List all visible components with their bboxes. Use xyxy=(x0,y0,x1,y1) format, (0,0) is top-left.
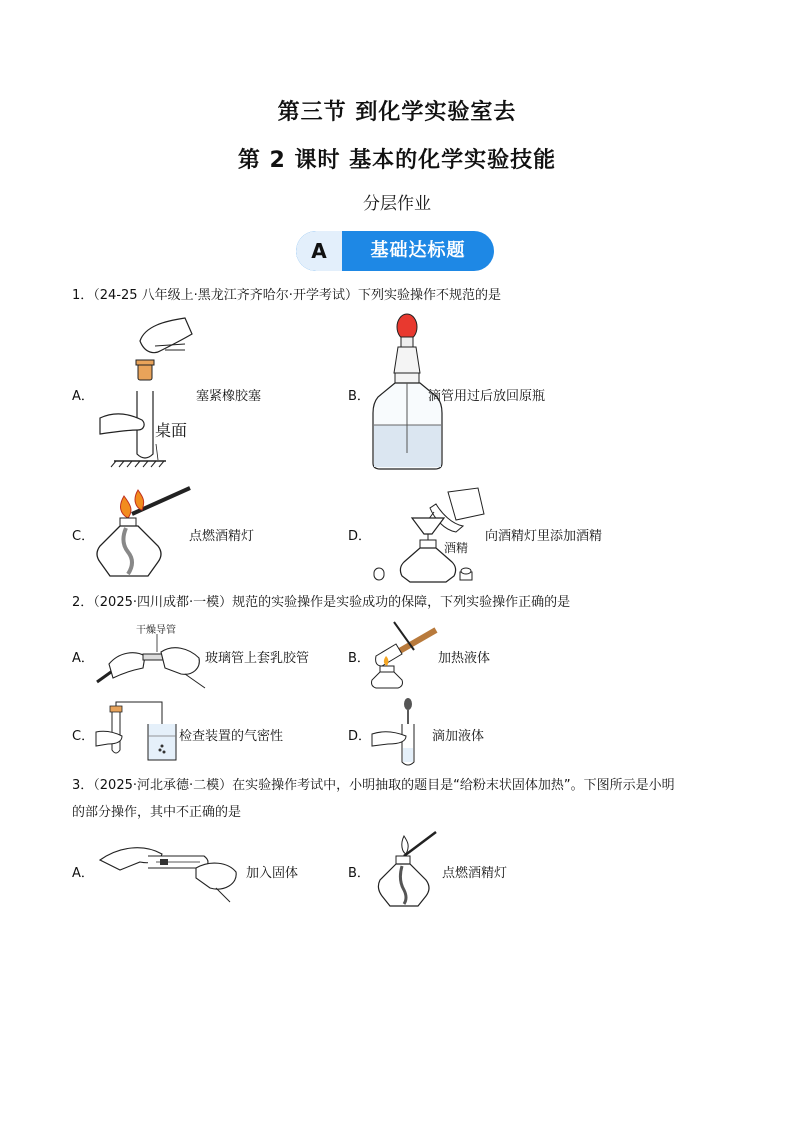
badge-label: 基础达标题 xyxy=(370,240,466,261)
q2-option-a-letter: A． xyxy=(72,651,94,666)
q2-option-b-letter: B． xyxy=(348,651,370,666)
q2-option-d-letter: D． xyxy=(348,729,372,744)
q3-option-a-caption: 加入固体 xyxy=(246,866,299,881)
test-tube-stopper-icon xyxy=(100,316,200,466)
q1-option-c-caption: 点燃酒精灯 xyxy=(189,529,255,544)
adding-alcohol-icon xyxy=(368,486,488,586)
lighting-lamp-match-icon xyxy=(374,828,442,910)
question-1-stem: 1．（24-25 八年级上·黑龙江齐齐哈尔·开学考试）下列实验操作不规范的是 xyxy=(72,288,501,303)
airtightness-check-icon xyxy=(96,702,180,764)
q2-option-d-caption: 滴加液体 xyxy=(432,729,485,744)
adding-powder-icon xyxy=(100,840,242,902)
dropping-liquid-icon xyxy=(372,698,432,768)
q3-option-a-letter: A． xyxy=(72,866,94,881)
section-title: 第三节 到化学实验室去 xyxy=(277,100,517,125)
q1-option-a-letter: A． xyxy=(72,389,94,404)
q1d-figure-label: 酒精 xyxy=(444,541,469,555)
heating-liquid-icon xyxy=(366,620,444,690)
question-2-stem: 2．（2025·四川成都·一模）规范的实验操作是实验成功的保障，下列实验操作正确的是 xyxy=(72,595,571,610)
tube-connection-icon xyxy=(95,634,207,688)
q1-option-d-letter: D． xyxy=(348,529,372,544)
alcohol-lamp-lighting-icon xyxy=(90,482,195,582)
q1-option-d-caption: 向酒精灯里添加酒精 xyxy=(485,529,603,544)
q2a-figure-label: 干燥导管 xyxy=(136,625,176,636)
q2-option-c-letter: C． xyxy=(72,729,95,744)
q1-option-a-caption: 塞紧橡胶塞 xyxy=(196,389,262,404)
badge-letter: A xyxy=(296,231,342,271)
question-3-stem-line1: 3．（2025·河北承德·二模）在实验操作考试中，小明抽取的题目是“给粉末状固体加热”。下图所示是小明 xyxy=(72,778,675,793)
q1-option-b-letter: B． xyxy=(348,389,370,404)
page-subtitle: 分层作业 xyxy=(363,194,431,214)
q1a-figure-label: 桌面 xyxy=(155,421,188,440)
q2-option-b-caption: 加热液体 xyxy=(438,651,491,666)
q3-option-b-letter: B． xyxy=(348,866,370,881)
q1-option-b-caption: 滴管用过后放回原瓶 xyxy=(428,389,546,404)
q3-option-b-caption: 点燃酒精灯 xyxy=(442,866,508,881)
q1-option-c-letter: C． xyxy=(72,529,95,544)
q2-option-a-caption: 玻璃管上套乳胶管 xyxy=(205,651,310,666)
question-3-stem-line2: 的部分操作，其中不正确的是 xyxy=(72,805,242,820)
q2-option-c-caption: 检查装置的气密性 xyxy=(179,729,284,744)
level-badge xyxy=(296,231,494,271)
lesson-title: 第 2 课时 基本的化学实验技能 xyxy=(237,148,557,173)
